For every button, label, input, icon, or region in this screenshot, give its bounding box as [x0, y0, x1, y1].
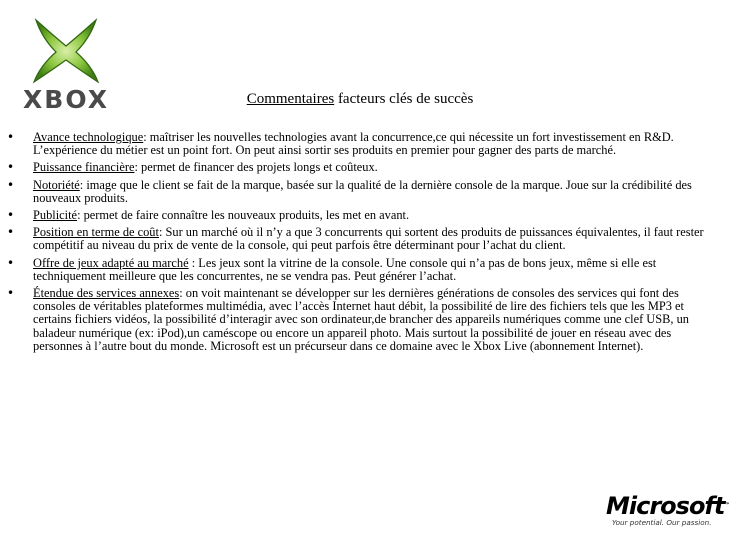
list-item — [0, 179, 720, 205]
bullet-icon: • — [7, 286, 15, 301]
item-term: Notoriété — [33, 177, 80, 192]
bullet-icon: • — [7, 160, 15, 175]
title-underlined: Commentaires — [246, 91, 335, 107]
item-term: Étendue des services annexes — [33, 286, 180, 301]
item-text: : Sur un marché où il n’y a que 3 concurrents qui sortent des produits de puissances équivalentes, il faut rester compétitif au niveau du prix de vente de la console, qui peut parfois être déterminant pour l’achat du client. — [33, 225, 704, 253]
item-text: : image que le client se fait de la marque, basée sur la qualité de la dernière console de la marque. Joue sur la crédibilité des nouveaux produits. — [33, 177, 692, 205]
item-text: : Les jeux sont la vitrine de la console. Une console qui n’a pas de bons jeux, même si elle est techniquement meilleure que les concurrentes, ne se vendra pas. Peut générer l’achat. — [33, 255, 657, 283]
bullet-icon: • — [7, 130, 15, 144]
xbox-x-emblem-icon — [6, 16, 126, 86]
microsoft-logo — [606, 492, 729, 533]
list-item — [0, 161, 720, 174]
item-term: Publicité — [33, 208, 78, 223]
item-text: : permet de faire connaître les nouveaux produits, les met en avant. — [77, 208, 410, 223]
item-term: Puissance financière — [33, 160, 135, 175]
list-item — [0, 226, 720, 252]
list-item — [0, 131, 720, 157]
title-rest: facteurs clés de succès — [334, 91, 474, 107]
microsoft-tagline: Your potential. Our passion. — [612, 518, 712, 527]
item-text: : maîtriser les nouvelles technologies avant la concurrence,ce qui nécessite un fort investissement en R&D. L’expérience du métier est un point fort. On peut ainsi sortir ses produits en premier pour gagner des parts de marché. — [33, 130, 674, 158]
list-item — [0, 209, 720, 222]
key-factors-list — [0, 131, 720, 357]
item-term: Position en terme de coût — [33, 225, 159, 240]
page-title — [0, 90, 720, 108]
item-text: : permet de financer des projets longs et coûteux. — [134, 160, 378, 175]
bullet-icon: • — [7, 225, 15, 240]
microsoft-wordmark: Microsoft™ — [606, 492, 729, 520]
bullet-icon: • — [7, 255, 15, 270]
item-term: Offre de jeux adapté au marché — [33, 255, 189, 270]
item-term: Avance technologique — [33, 130, 144, 144]
item-text: : on voit maintenant se développer sur les dernières générations de consoles des services qui font des consoles de véritables plateformes multimédia, avec l’accès Internet haut débit, la possibilité de lire des fichiers tels que les MP3 et certains fichiers vidéos, la possibilité d’interagir avec son ordinateur,de brancher des appareils numériques comme une clef USB, un baladeur numérique (ex: iPod),un caméscope ou encore un appareil photo. Mais surtout la possibilité de jouer en réseau avec des personnes à l’autre bout du monde. Microsoft est un précurseur dans ce domaine avec le Xbox Live (abonnement Internet). — [33, 286, 689, 353]
xbox-wordmark: XBOX — [23, 85, 109, 114]
list-item — [0, 257, 720, 283]
bullet-icon: • — [7, 208, 15, 223]
list-item — [0, 287, 720, 353]
bullet-icon: • — [7, 177, 15, 192]
